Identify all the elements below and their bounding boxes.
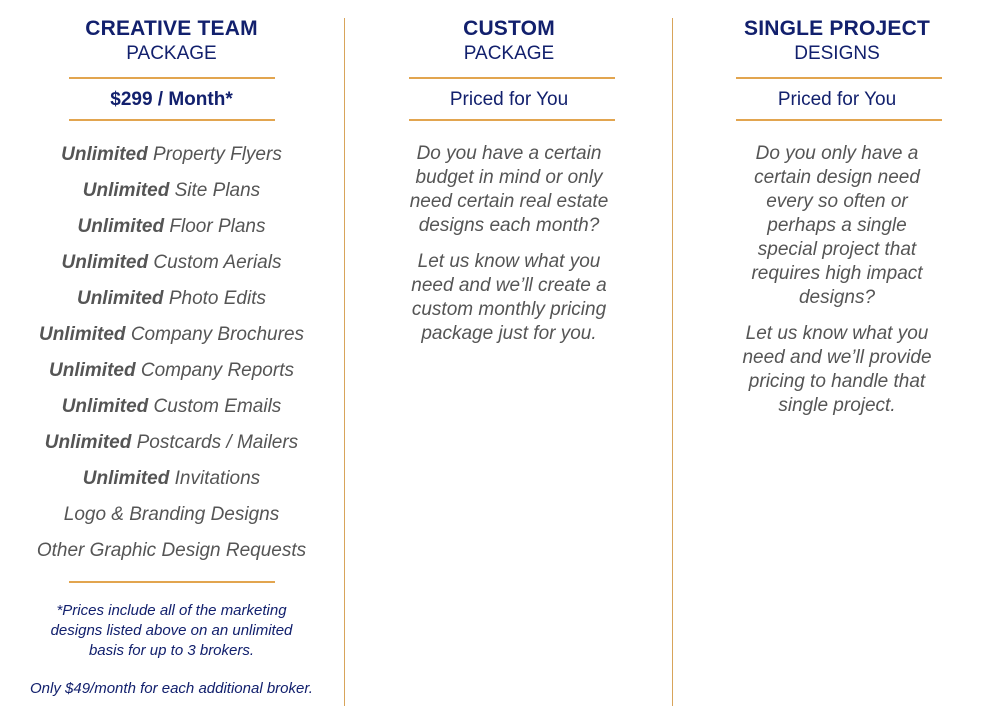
footnote-line: basis for up to 3 brokers. [88, 642, 255, 659]
description-line: certain design need [754, 167, 920, 188]
custom-package-title: CUSTOM [463, 17, 555, 40]
description-line: designs? [798, 287, 876, 308]
custom-package-description [346, 142, 672, 358]
feature-emphasis: Unlimited [38, 324, 126, 345]
feature-text: Logo & Branding Designs [63, 504, 280, 525]
description-line: designs each month? [418, 215, 600, 236]
single-project-description [674, 142, 1000, 430]
description-line: every so often or [766, 191, 908, 212]
feature-emphasis: Unlimited [77, 216, 165, 237]
feature-text: Photo Edits [163, 288, 266, 309]
single-project-column [674, 0, 1000, 721]
feature-item [0, 213, 343, 249]
feature-item [0, 285, 343, 321]
feature-item [0, 501, 343, 537]
feature-text: Property Flyers [147, 144, 282, 165]
single-project-price: Priced for You [777, 89, 897, 110]
feature-text: Floor Plans [164, 216, 266, 237]
description-line: perhaps a single [767, 215, 907, 236]
description-paragraph [674, 142, 1000, 310]
description-line: budget in mind or only [415, 167, 603, 188]
column-divider [672, 18, 673, 706]
additional-broker-note: Only $49/month for each additional broker. [30, 680, 313, 697]
feature-item [0, 249, 343, 285]
description-line: Do you have a certain [416, 143, 602, 164]
divider [409, 77, 615, 79]
divider [69, 581, 275, 583]
feature-emphasis: Unlimited [61, 144, 148, 165]
divider [736, 77, 942, 79]
description-line: single project. [778, 395, 896, 416]
custom-package-price: Priced for You [449, 89, 569, 110]
feature-item [0, 429, 343, 465]
feature-item [0, 537, 343, 573]
creative-team-subtitle: PACKAGE [126, 43, 217, 64]
description-line: requires high impact [751, 263, 923, 284]
feature-text: Company Reports [135, 360, 294, 381]
single-project-subtitle: DESIGNS [794, 43, 880, 64]
feature-item [0, 141, 343, 177]
feature-emphasis: Unlimited [82, 468, 170, 489]
divider [69, 77, 275, 79]
description-line: package just for you. [421, 323, 597, 344]
feature-emphasis: Unlimited [61, 396, 149, 417]
description-paragraph [346, 250, 672, 346]
feature-text: Custom Aerials [148, 252, 282, 273]
description-line: Let us know what you [417, 251, 601, 272]
description-paragraph [674, 322, 1000, 418]
feature-text: Postcards / Mailers [131, 432, 299, 453]
single-project-title: SINGLE PROJECT [744, 17, 930, 40]
feature-text: Custom Emails [148, 396, 282, 417]
feature-text: Other Graphic Design Requests [36, 540, 307, 561]
feature-list [0, 141, 343, 573]
feature-emphasis: Unlimited [61, 252, 149, 273]
feature-text: Company Brochures [125, 324, 305, 345]
divider [736, 119, 942, 121]
creative-team-column [0, 0, 343, 721]
description-line: Let us know what you [745, 323, 929, 344]
description-line: Do you only have a [755, 143, 919, 164]
feature-emphasis: Unlimited [49, 360, 136, 381]
description-paragraph [346, 142, 672, 238]
feature-emphasis: Unlimited [82, 180, 170, 201]
feature-text: Site Plans [169, 180, 261, 201]
price-footnote [0, 601, 343, 699]
description-line: special project that [757, 239, 917, 260]
footnote-line: designs listed above on an unlimited [50, 622, 293, 639]
custom-package-column [346, 0, 672, 721]
feature-emphasis: Unlimited [44, 432, 132, 453]
custom-package-subtitle: PACKAGE [463, 43, 555, 64]
feature-item [0, 321, 343, 357]
column-divider [344, 18, 345, 706]
footnote-line: *Prices include all of the marketing [56, 602, 287, 619]
feature-item [0, 357, 343, 393]
divider [409, 119, 615, 121]
description-line: custom monthly pricing [411, 299, 607, 320]
feature-item [0, 465, 343, 501]
description-line: pricing to handle that [748, 371, 926, 392]
description-line: need and we’ll provide [742, 347, 932, 368]
creative-team-title: CREATIVE TEAM [85, 17, 258, 40]
divider [69, 119, 275, 121]
feature-item [0, 177, 343, 213]
feature-item [0, 393, 343, 429]
feature-text: Invitations [169, 468, 261, 489]
description-line: need certain real estate [409, 191, 609, 212]
creative-team-price: $299 / Month* [110, 89, 233, 110]
feature-emphasis: Unlimited [76, 288, 164, 309]
description-line: need and we’ll create a [411, 275, 607, 296]
